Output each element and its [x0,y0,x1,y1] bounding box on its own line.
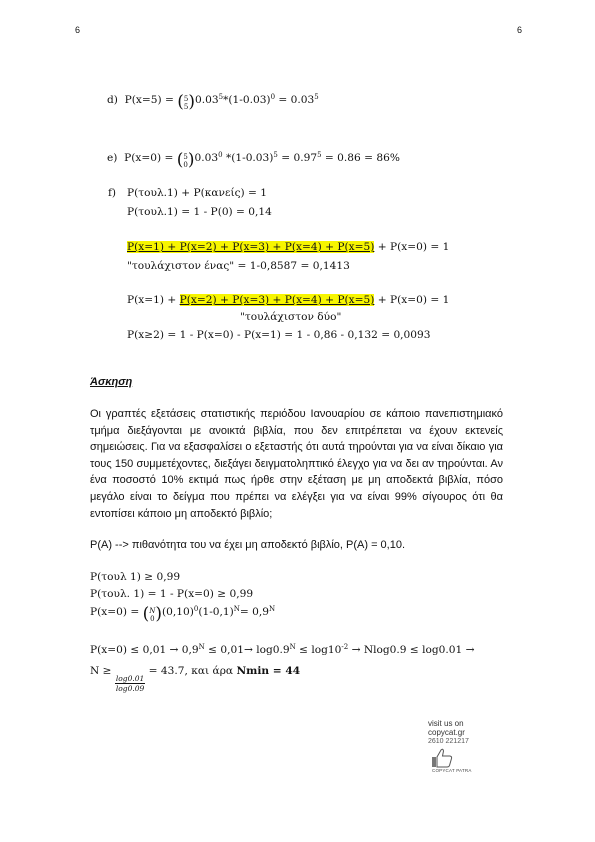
binomial: ( N 0 ) [142,604,163,624]
exercise-paragraph: Οι γραπτές εξετάσεις στατιστικής περιόδου Ιανουαρίου σε κάποιο πανεπιστημιακό τμήμα διεξάγονται με ανοικτά βιβλία, που δεν επιτρέπεται να έχουν εκτενείς σημειώσεις. Για να εξασφαλίσει ο εξεταστής ότι αυτά τηρούνται για να είναι δίκαιο για τους 150 συμμετέχοντες, διεξάγει δειγματοληπτικό έλεγχο για να δει αν τηρούνται. Αν ένα ποσοστό 10% εκτιμά πως ήρθε στην εξέταση με μη αποδεκτά βιβλία, πόσο μεγάλο είναι το δείγμα που πρέπει να ελέγξει για να είναι 99% σίγουρος ότι θα εντοπίσει κάποιο μη αποδεκτό βιβλίο; [90,408,503,520]
binomial: ( 5 0 ) [176,150,195,170]
item-f-line3: P(x=1) + P(x=2) + P(x=3) + P(x=4) + P(x=5) + P(x=0) = 1 [127,241,450,253]
solution-line1: P(τουλ 1) ≥ 0,99 [90,571,181,583]
item-f-line1: P(τουλ.1) + P(κανείς) = 1 [127,187,268,199]
item-f-line6: "τουλάχιστον δύο" [240,311,342,323]
solution-line5: N ≥ $\frac{\log 0.01}{\log 0.09}$ = 43.7, και άρα Nmin = 44 [90,665,301,693]
exercise-heading: Άσκηση [90,376,133,388]
item-f-line7: P(x≥2) = 1 - P(x=0) - P(x=1) = 1 - 0,86 - 0,132 = 0,0093 [127,329,431,341]
fraction: $\frac{\log 0.01}{\log 0.09}$ [115,674,145,693]
solution-line4: $P(x=0) \le 0,01 \to 0,9^N \le 0,01\to \log 0.9^N \le \log 10^{-2} \to Nlog0.9 \le \log 0.01$ → [90,643,475,656]
page-number-right: 6 [517,25,523,35]
item-f-line4: "τουλάχιστον ένας" = 1-0,8587 = 0,1413 [127,260,350,272]
item-f-line2: P(τουλ.1) = 1 - P(0) = 0,14 [127,206,272,218]
item-e: e) P(x=0) = ( 5 0 ) 0.03$^0$ $*(1-0.03)^5 = 0.97^5 = 0.86 = 86\%$ [107,150,400,170]
solution-line3: P(x=0) = ( N 0 ) $(0,10)^0(1-0,1)^N= 0,9^N$ [90,604,276,624]
highlighted-sum: P(x=1) + P(x=2) + P(x=3) + P(x=4) + P(x=5) [127,241,375,253]
probability-definition: P(A) --> πιθανότητα του να έχει μη αποδεκτό βιβλίο, P(A) = 0,10. [90,539,406,551]
item-d: d) P(x=5) = ( 5 5 ) $0.03^5*(1-0.03)^0 = 0.03^5$ [107,92,319,112]
page-number-left: 6 [75,25,81,35]
item-f-line5: P(x=1) + P(x=2) + P(x=3) + P(x=4) + P(x=5) + P(x=0) = 1 [127,294,450,306]
solution-line2: P(τουλ. 1) = 1 - P(x=0) ≥ 0,99 [90,588,254,600]
thumbs-up-icon [431,748,453,768]
final-answer: Nmin = 44 [236,665,301,677]
copycat-logo: visit us on copycat.gr 2610 221217 COPYCAT PATRA [428,719,472,773]
item-f-label: f) [108,187,117,199]
binomial: ( 5 5 ) [177,92,196,112]
highlighted-sum: P(x=2) + P(x=3) + P(x=4) + P(x=5) [179,294,375,306]
